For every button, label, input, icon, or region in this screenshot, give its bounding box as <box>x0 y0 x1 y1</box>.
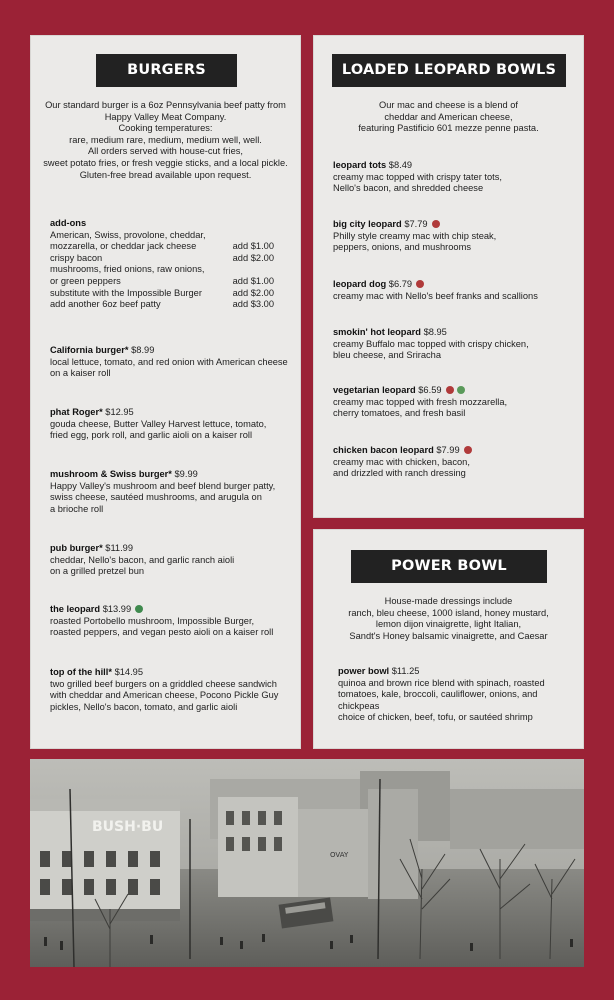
item-description: roasted Portobello mushroom, Impossible Burger, roasted peppers, and vegan pesto aioli on a kaiser roll <box>50 615 274 638</box>
item-description: creamy mac with Nello's beef franks and scallions <box>333 290 538 301</box>
vegan-dot-icon <box>135 605 143 613</box>
item-description: gouda cheese, Butter Valley Harvest lettuce, tomato, fried egg, pork roll, and garlic aioli on a kaiser roll <box>50 418 267 441</box>
menu-item-leopard-tots <box>333 160 573 195</box>
menu-item-vegetarian-leopard <box>333 385 573 420</box>
item-description: local lettuce, tomato, and red onion with American cheese on a kaiser roll <box>50 356 288 379</box>
menu-item-pub-burger <box>50 543 290 578</box>
item-price: $12.95 <box>105 407 134 417</box>
bowls-title: LOADED LEOPARD BOWLS <box>332 54 566 87</box>
item-name: phat Roger* <box>50 407 103 417</box>
addon-row: substitute with the Impossible Burger add $2.00 <box>50 287 274 298</box>
item-name: leopard tots <box>333 160 387 170</box>
menu-item-power-bowl <box>338 666 573 724</box>
item-price: $11.25 <box>391 666 420 676</box>
historic-town-photo <box>30 759 584 967</box>
addons-title: add-ons <box>50 218 87 228</box>
bowls-intro: Our mac and cheese is a blend of cheddar and American cheese, featuring Pastificio 601 mezze penne pasta. <box>358 100 539 134</box>
sign-text: OVAY <box>330 851 349 859</box>
addon-row: crispy bacon add $2.00 <box>50 252 274 263</box>
item-price: $7.79 <box>404 219 428 229</box>
item-price: $6.79 <box>388 279 413 289</box>
menu-item-leopard-dog <box>333 279 573 302</box>
spicy-dot-icon <box>432 220 440 228</box>
burgers-title: BURGERS <box>96 54 237 87</box>
menu-item-the-leopard <box>50 604 290 639</box>
spicy-dot-icon <box>464 446 472 454</box>
power-intro: House-made dressings include ranch, bleu cheese, 1000 island, honey mustard, lemon dijon vinaigrette, light Italian, Sandt's Honey balsamic vinaigrette, and Caesar <box>348 596 549 641</box>
item-name: pub burger* <box>50 543 103 553</box>
item-price: $8.95 <box>423 327 447 337</box>
item-price: $8.99 <box>131 345 155 355</box>
item-name: California burger* <box>50 345 129 355</box>
item-price: $7.99 <box>436 445 460 455</box>
loaded-leopard-bowls-panel <box>313 35 584 518</box>
spicy-dot-icon <box>416 280 424 288</box>
item-description: cheddar, Nello's bacon, and garlic ranch aioli on a grilled pretzel bun <box>50 554 235 577</box>
item-name: vegetarian leopard <box>333 385 416 395</box>
item-name: smokin' hot leopard <box>333 327 421 337</box>
historic-town-illustration <box>30 759 584 967</box>
item-description: quinoa and brown rice blend with spinach, roasted tomatoes, kale, broccoli, cauliflower, onions, and chickpeas choice of chicken, beef, tofu, or sautéed shrimp <box>338 677 545 723</box>
menu-item-phat-roger <box>50 407 290 442</box>
item-name: big city leopard <box>333 219 402 229</box>
sign-text: BUSH·BU <box>92 819 164 835</box>
menu-item-california-burger <box>50 345 290 380</box>
menu-item-mushroom-swiss-burger <box>50 469 290 515</box>
item-price: $11.99 <box>105 543 134 553</box>
item-name: power bowl <box>338 666 390 676</box>
menu-item-chicken-bacon-leopard <box>333 445 573 480</box>
burgers-panel <box>30 35 301 749</box>
power-bowl-panel <box>313 529 584 749</box>
spicy-dot-icon <box>446 386 454 394</box>
item-description: Philly style creamy mac with chip steak, peppers, onions, and mushrooms <box>333 230 497 253</box>
addon-row: American, Swiss, provolone, cheddar, mozzarella, or cheddar jack cheese add $1.00 <box>50 229 274 252</box>
item-name: leopard dog <box>333 279 387 289</box>
item-name: the leopard <box>50 604 101 614</box>
item-description: Happy Valley's mushroom and beef blend burger patty, swiss cheese, sautéed mushrooms, and arugula on a brioche roll <box>50 480 276 514</box>
addon-row: mushrooms, fried onions, raw onions, or green peppers add $1.00 <box>50 264 274 286</box>
item-description: creamy mac topped with crispy tater tots, Nello's bacon, and shredded cheese <box>333 171 502 194</box>
burgers-intro: Our standard burger is a 6oz Pennsylvania beef patty from Happy Valley Meat Company. Cooking temperatures: rare, medium rare, medium, medium well, well. All orders served with house-cut fries, sweet potato fries, or fresh veggie sticks, and a local pickle. Gluten-free bread available upon request. <box>43 100 288 180</box>
addon-row: add another 6oz beef patty add $3.00 <box>50 299 274 310</box>
item-price: $13.99 <box>102 604 132 614</box>
vegetarian-dot-icon <box>457 386 465 394</box>
item-name: chicken bacon leopard <box>333 445 434 455</box>
menu-item-smokin-hot-leopard <box>333 327 573 362</box>
item-description: two grilled beef burgers on a griddled cheese sandwich with cheddar and American cheese, Pocono Pickle Guy pickles, Nello's bacon, tomato, and garlic aioli <box>50 678 279 712</box>
item-price: $8.49 <box>388 160 413 170</box>
item-price: $14.95 <box>114 667 143 677</box>
power-title: POWER BOWL <box>351 550 547 583</box>
menu-item-top-of-the-hill <box>50 667 290 713</box>
item-name: mushroom & Swiss burger* <box>50 469 172 479</box>
item-name: top of the hill* <box>50 667 112 677</box>
item-description: creamy mac with chicken, bacon, and drizzled with ranch dressing <box>333 456 470 479</box>
item-price: $6.59 <box>418 385 442 395</box>
menu-item-big-city-leopard <box>333 219 573 254</box>
item-description: creamy mac topped with fresh mozzarella, cherry tomatoes, and fresh basil <box>333 396 508 419</box>
addons-block <box>50 218 290 311</box>
item-price: $9.99 <box>174 469 198 479</box>
item-description: creamy Buffalo mac topped with crispy chicken, bleu cheese, and Sriracha <box>333 338 529 361</box>
